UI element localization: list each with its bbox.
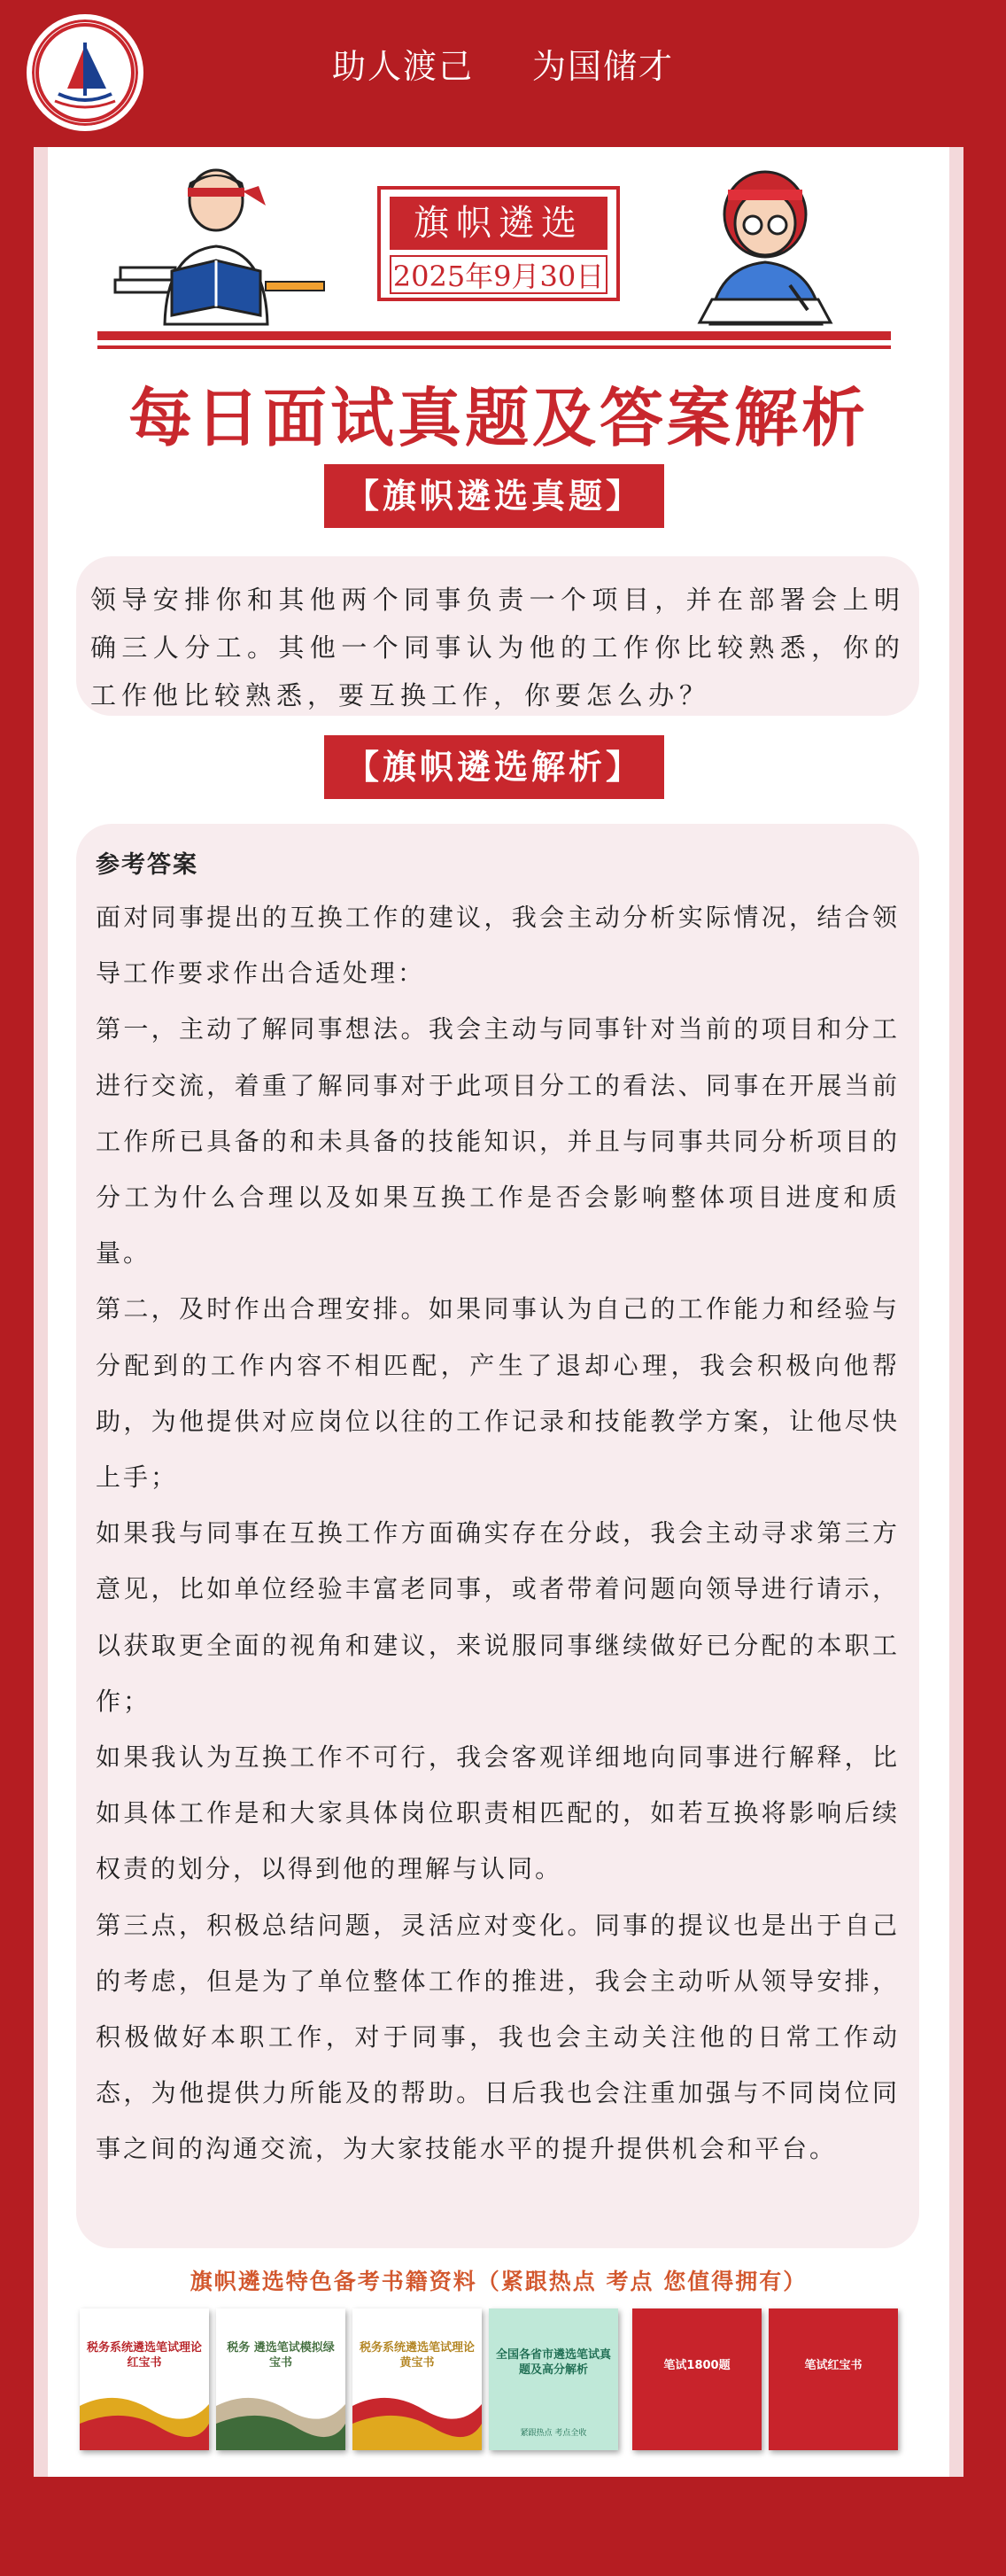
- answer-section-label: 【旗帜遴选解析】: [324, 735, 664, 799]
- reader-boy-illustration: [110, 167, 331, 326]
- book-title: 全国各省市遴选笔试真题及高分解析: [496, 2348, 612, 2377]
- book-title: 笔试1800题: [663, 2359, 731, 2372]
- book-footer: 紧跟热点 考点全收: [520, 2429, 587, 2438]
- answer-paragraph: 如果我与同事在互换工作方面确实存在分歧，我会主动寻求第三方意见，比如单位经验丰富老同事，或者带着问题向领导进行请示，以获取更全面的视角和建议，来说服同事继续做好已分配的本职工作；: [96, 1518, 900, 1716]
- page-title: 每日面试真题及答案解析: [128, 381, 869, 455]
- slogan-right: 为国储才: [532, 47, 675, 86]
- book-cover[interactable]: [80, 2308, 209, 2450]
- answer-paragraph: 如果我认为互换工作不可行，我会客观详细地向同事进行解释，比如具体工作是和大家具体岗位职责相匹配的，如若互换将影响后续权责的划分，以得到他的理解与认同。: [96, 1742, 900, 1884]
- book-title: 税务系统遴选笔试理论红宝书: [87, 2341, 203, 2370]
- issue-date: 2025年9月30日: [390, 255, 607, 294]
- book-list: [80, 2308, 916, 2456]
- question-panel: [76, 556, 919, 716]
- book-cover[interactable]: [216, 2308, 345, 2450]
- answer-panel: [76, 824, 919, 2248]
- writer-girl-illustration: [657, 167, 878, 326]
- divider-thin: [97, 345, 891, 349]
- content-card: [48, 147, 949, 2477]
- answer-paragraph: 面对同事提出的互换工作的建议，我会主动分析实际情况，结合领导工作要求作出合适处理：: [96, 903, 900, 989]
- answer-paragraph: 第二，及时作出合理安排。如果同事认为自己的工作能力和经验与分配到的工作内容不相匹配，产生了退却心理，我会积极向他帮助，为他提供对应岗位以往的工作记录和技能教学方案，让他尽快上手；: [96, 1294, 900, 1493]
- book-cover[interactable]: [769, 2308, 898, 2450]
- wave-graphic: [216, 2388, 345, 2450]
- question-text: 领导安排你和其他两个同事负责一个项目，并在部署会上明确三人分工。其他一个同事认为他的工作你比较熟悉，你的工作他比较熟悉，要互换工作，你要怎么办？: [90, 585, 905, 710]
- wave-graphic: [352, 2388, 482, 2450]
- brand-badge: [377, 186, 620, 301]
- divider-thick: [97, 331, 891, 340]
- book-title: 税务系统遴选笔试理论黄宝书: [360, 2341, 476, 2370]
- question-section-label: 【旗帜遴选真题】: [324, 464, 664, 528]
- book-cover[interactable]: [632, 2308, 762, 2450]
- book-title: 笔试红宝书: [804, 2359, 863, 2372]
- book-cover[interactable]: [352, 2308, 482, 2450]
- top-banner: [0, 0, 1006, 142]
- book-cover[interactable]: [489, 2308, 618, 2450]
- slogan: [0, 39, 1006, 88]
- answer-paragraph: 第一，主动了解同事想法。我会主动与同事针对当前的项目和分工进行交流，着重了解同事对于此项目分工的看法、同事在开展当前工作所已具备的和未具备的技能知识，并且与同事共同分析项目的分工为什么合理以及如果互换工作是否会影响整体项目进度和质量。: [96, 1014, 900, 1269]
- slogan-left: 助人渡己: [331, 47, 474, 86]
- wave-graphic: [80, 2388, 209, 2450]
- answer-heading: 参考答案: [96, 851, 198, 879]
- book-title: 税务 遴选笔试模拟绿宝书: [227, 2341, 335, 2370]
- brand-name: 旗帜遴选: [390, 197, 607, 250]
- books-caption: 旗帜遴选特色备考书籍资料（紧跟热点 考点 您值得拥有）: [190, 2269, 808, 2294]
- answer-paragraph: 第三点，积极总结问题，灵活应对变化。同事的提议也是出于自己的考虑，但是为了单位整体工作的推进，我会主动听从领导安排，积极做好本职工作，对于同事，我也会主动关注他的日常工作动态，为他提供力所能及的帮助。日后我也会注重加强与不同岗位同事之间的沟通交流，为大家技能水平的提升提供机会和平台。: [96, 1910, 900, 2164]
